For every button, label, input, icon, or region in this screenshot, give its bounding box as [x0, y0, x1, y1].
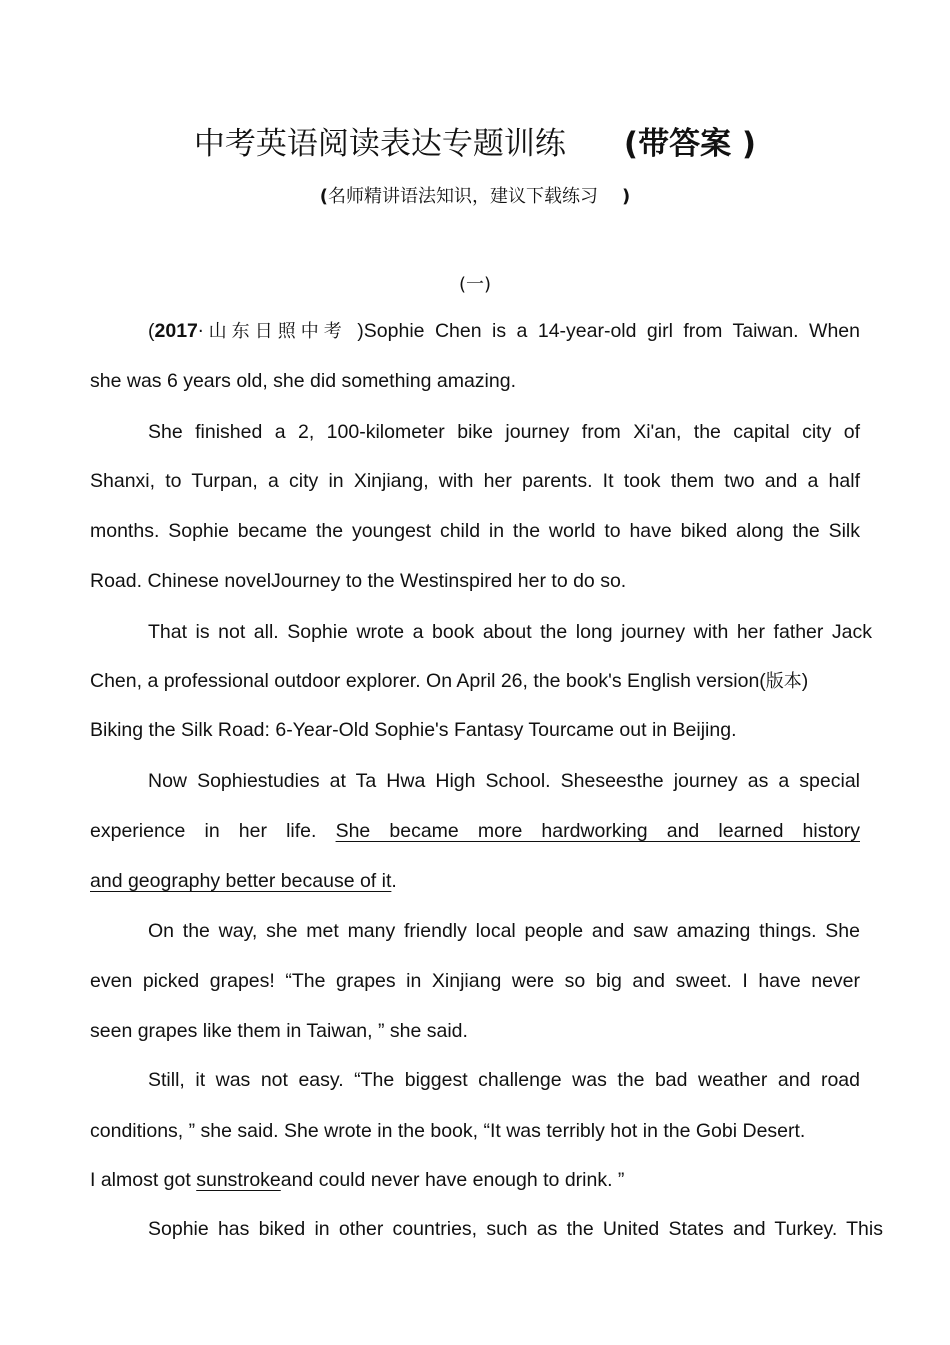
passage-line	[90, 869, 397, 893]
passage-text: Chen, a professional outdoor explorer. On April 26, the book's English version(	[90, 670, 766, 692]
passage-text: )Sophie Chen is a 14-year-old girl from Taiwan. When	[346, 320, 860, 342]
passage-text: and could never have enough to drink. ”	[280, 1169, 625, 1191]
passage-line: she was 6 years old, she did something amazing.	[90, 370, 516, 392]
passage-line: Biking the Silk Road: 6-Year-Old Sophie's Fantasy Tourcame out in Beijing.	[90, 719, 737, 741]
passage-line	[148, 319, 860, 344]
passage-line: even picked grapes! “The grapes in Xinjiang were so big and sweet. I have never	[90, 970, 860, 992]
chinese-gloss: 版本	[765, 671, 802, 692]
source-exam: ·山东日照中考	[197, 321, 347, 342]
passage-line: Shanxi, to Turpan, a city in Xinjiang, with her parents. It took them two and a half	[90, 470, 860, 492]
passage-text: .	[391, 870, 397, 892]
passage-line: Road. Chinese novelJourney to the Westinspired her to do so.	[90, 570, 627, 592]
passage-line: On the way, she met many friendly local people and saw amazing things. She	[148, 920, 860, 942]
passage-line	[90, 669, 808, 694]
passage-line: She finished a 2, 100-kilometer bike journey from Xi'an, the capital city of	[148, 421, 860, 443]
title-answer-note: (带答案 )	[623, 126, 757, 162]
passage-line: That is not all. Sophie wrote a book about the long journey with her father Jack	[148, 621, 872, 643]
passage-line	[90, 819, 860, 843]
source-year: 2017	[154, 320, 198, 342]
title-main: 中考英语阅读表达专题训练	[193, 126, 566, 162]
section-number: (一)	[458, 274, 492, 295]
document-title	[0, 118, 950, 163]
passage-line: seen grapes like them in Taiwan, ” she said.	[90, 1020, 468, 1042]
passage-line: Still, it was not easy. “The biggest challenge was the bad weather and road	[148, 1069, 860, 1091]
subtitle-text: 名师精讲语法知识，建议下载练习	[328, 186, 598, 207]
passage-text: experience in her life.	[90, 820, 336, 842]
passage-line: Now Sophiestudies at Ta Hwa High School. Sheseesthe journey as a special	[148, 770, 860, 792]
passage-line: months. Sophie became the youngest child in the world to have biked along the Silk	[90, 520, 860, 542]
subtitle-close-paren: )	[622, 186, 631, 207]
passage-line: conditions, ” she said. She wrote in the book, “It was terribly hot in the Gobi Desert.	[90, 1120, 806, 1142]
gloss-close-paren: )	[801, 670, 809, 692]
passage-text: I almost got	[90, 1169, 197, 1191]
passage-line	[90, 1168, 624, 1192]
document-subtitle	[0, 182, 950, 208]
subtitle-open-paren: (	[319, 186, 328, 207]
underlined-word: sunstroke	[196, 1169, 281, 1191]
source-open-paren: (	[148, 320, 155, 342]
underlined-sentence: and geography better because of it	[90, 870, 392, 892]
passage-line: Sophie has biked in other countries, such as the United States and Turkey. This	[148, 1218, 883, 1240]
underlined-sentence: She became more hardworking and learned history	[335, 820, 860, 842]
